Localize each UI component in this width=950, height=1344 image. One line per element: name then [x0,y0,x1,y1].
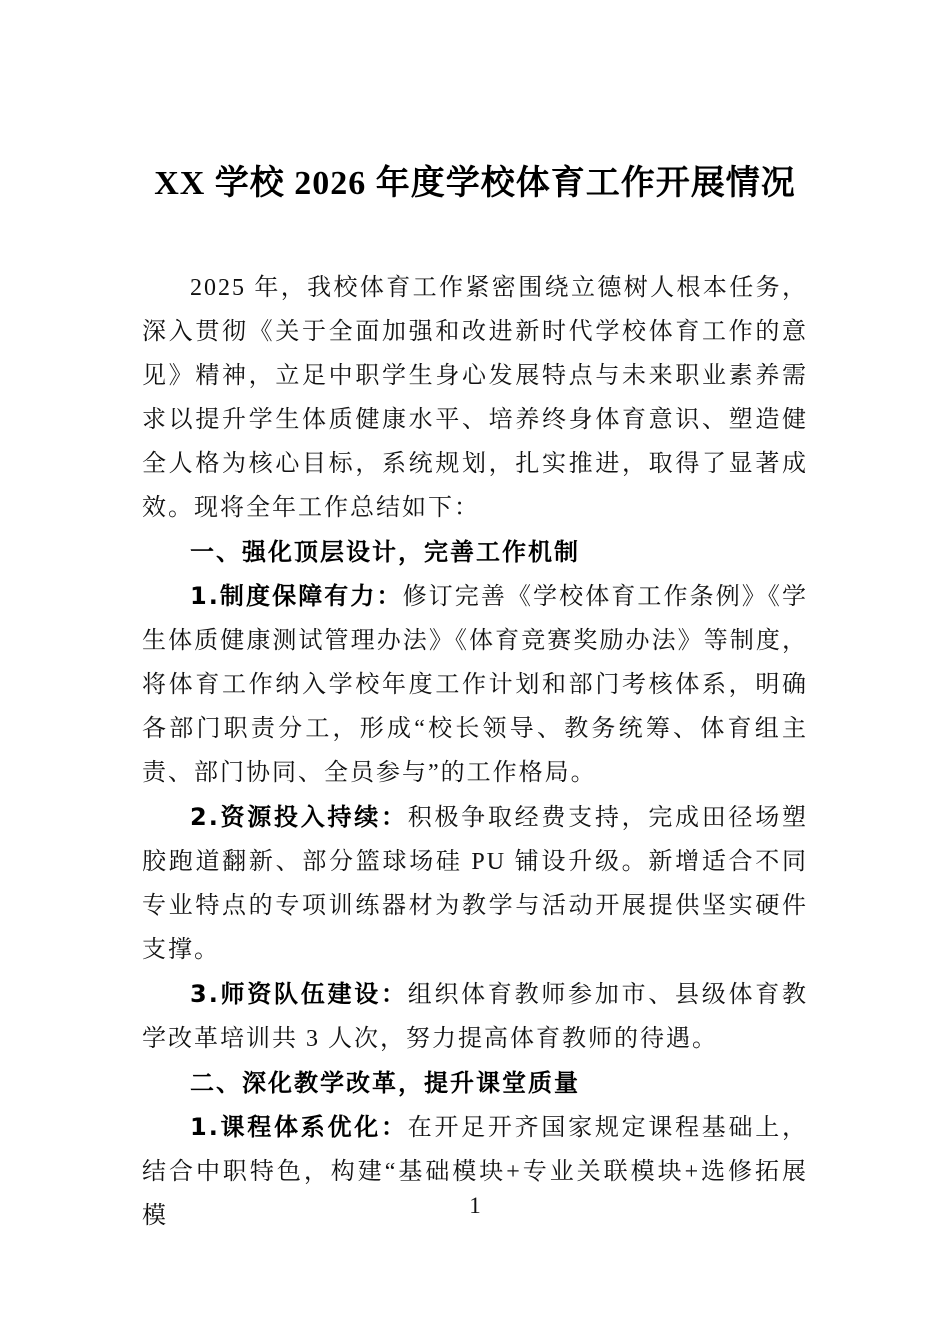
section-2-item-1-lead: 1.课程体系优化： [190,1113,408,1141]
section-1-item-2 [142,795,808,972]
intro-paragraph [142,266,808,530]
document-body [0,208,950,1238]
section-1-item-3-lead: 3.师资队伍建设： [190,980,408,1008]
section-2-item-1-text: 在开足开齐国家规定课程基础上，结合中职特色，构建“基础模块+专业关联模块+选修拓展模 [142,1115,808,1229]
section-1-item-1-text: 修订完善《学校体育工作条例》《学生体质健康测试管理办法》《体育竞赛奖励办法》等制度，将体育工作纳入学校年度工作计划和部门考核体系，明确各部门职责分工，形成“校长领导、教务统筹、体育组主责、部门协同、全员参与”的工作格局。 [142,584,808,786]
section-1-item-3-text: 组织体育教师参加市、县级体育教学改革培训共 3 人次，努力提高体育教师的待遇。 [142,982,808,1052]
document-title: XX 学校 2026 年度学校体育工作开展情况 [154,165,796,202]
section-1-heading: 一、强化顶层设计，完善工作机制 [190,538,580,566]
intro-text: 2025 年，我校体育工作紧密围绕立德树人根本任务，深入贯彻《关于全面加强和改进新时代学校体育工作的意见》精神，立足中职学生身心发展特点与未来职业素养需求以提升学生体质健康水平、培养终身体育意识、塑造健全人格为核心目标，系统规划，扎实推进，取得了显著成效。现将全年工作总结如下： [142,275,808,521]
section-1-item-1 [142,574,808,795]
section-1-item-2-text: 积极争取经费支持，完成田径场塑胶跑道翻新、部分篮球场硅 PU 铺设升级。新增适合不同专业特点的专项训练器材为教学与活动开展提供坚实硬件支撑。 [142,805,808,963]
section-2-heading: 二、深化教学改革，提升课堂质量 [190,1069,580,1097]
section-1-item-3 [142,972,808,1061]
section-1-item-2-lead: 2.资源投入持续： [190,803,408,831]
section-1-item-1-lead: 1.制度保障有力： [190,582,403,610]
page-number: 1 [469,1193,481,1218]
